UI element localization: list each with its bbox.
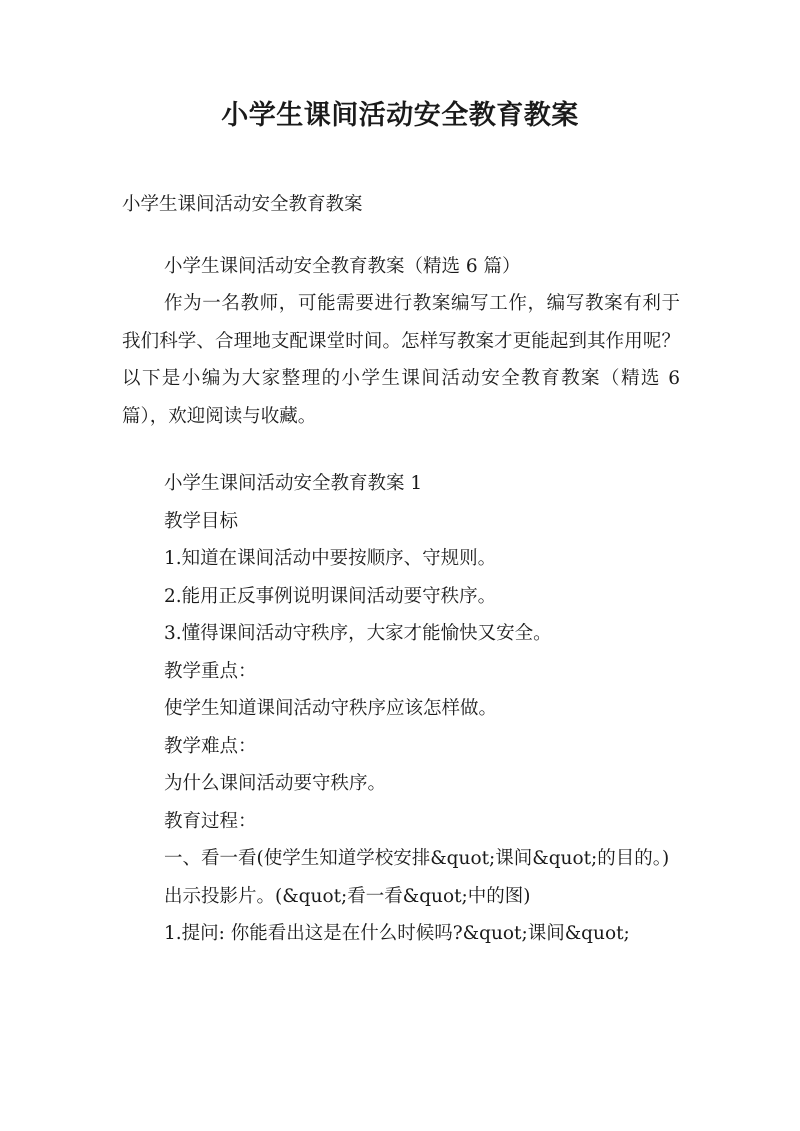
paragraph: 教学难点： <box>164 735 257 757</box>
paragraph: 1.知道在课间活动中要按顺序、守规则。 <box>164 548 497 569</box>
paragraph-heading: 小学生课间活动安全教育教案（精选 6 篇） <box>164 255 521 277</box>
section-heading-1: 小学生课间活动安全教育教案 1 <box>164 473 423 494</box>
document-body <box>122 186 680 953</box>
document-title: 小学生课间活动安全教育教案 <box>221 100 579 131</box>
paragraph: 教学目标 <box>164 510 239 532</box>
paragraph: 使学生知道课间活动守秩序应该怎样做。 <box>164 698 498 719</box>
paragraph: 教育过程： <box>164 810 257 832</box>
paragraph: 出示投影片。(&quot;看一看&quot;中的图) <box>164 885 531 907</box>
paragraph: 2.能用正反事例说明课间活动要守秩序。 <box>164 585 497 607</box>
paragraph: 1.提问: 你能看出这是在什么时候吗?&quot;课间&quot; <box>164 923 630 944</box>
paragraph-intro: 作为一名教师，可能需要进行教案编写工作，编写教案有利于我们科学、合理地支配课堂时间。怎样写教案才更能起到其作用呢？以下是小编为大家整理的小学生课间活动安全教育教案（精选 6 篇），欢迎阅读与收藏。 <box>122 293 680 427</box>
paragraph: 教学重点： <box>164 660 257 682</box>
paragraph: 一、看一看(使学生知道学校安排&quot;课间&quot;的目的。) <box>164 848 670 869</box>
paragraph: 为什么课间活动要守秩序。 <box>164 773 387 794</box>
document-subtitle: 小学生课间活动安全教育教案 <box>122 194 363 215</box>
paragraph: 3.懂得课间活动守秩序，大家才能愉快又安全。 <box>164 623 552 644</box>
